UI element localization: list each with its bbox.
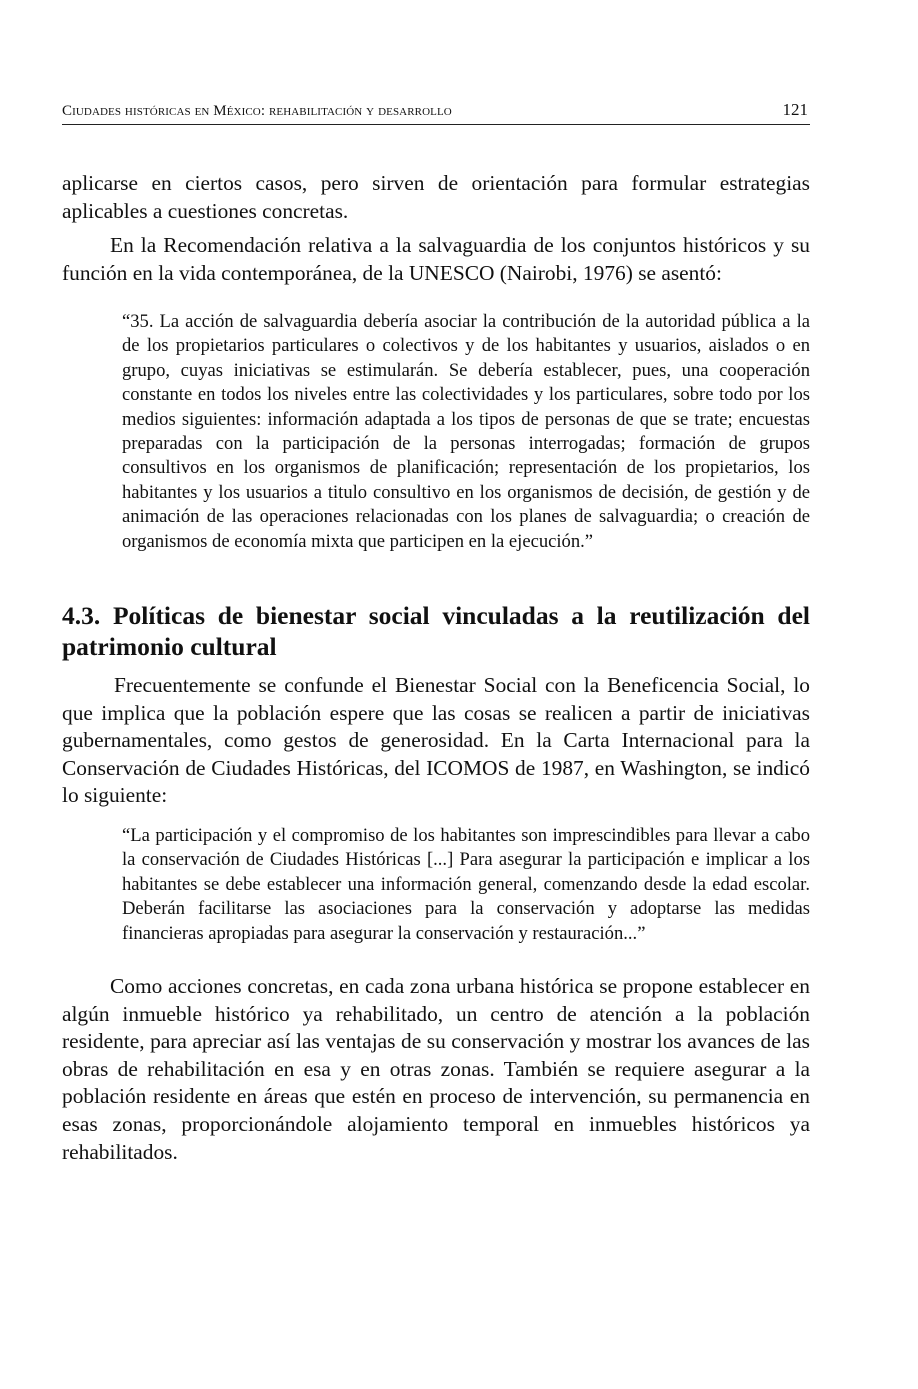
block-quote-unesco: “35. La acción de salvaguardia debería asociar la contribución de la autoridad pública a la de los propietarios particulares o colectivos y de los habitantes y usuarios, aislados o en grupo, cuyas iniciativas se estimularán. Se debería establecer, pues, una cooperación constante en todos los niveles entre las colectividades y los particulares, sobre todo por los medios siguientes: información adaptada a los tipos de personas de que se trate; encuestas preparadas con la participación de la personas interrogadas; formación de grupos consultivos en los organismos de planificación; representación de los propietarios, los habitantes y los usuarios a titulo consultivo en los organismos de decisión, de gestión y de animación de las operaciones relacionadas con los planes de salvaguardia; o creación de organismos de economía mixta que participen en la ejecución.” xyxy=(122,311,810,552)
running-header xyxy=(62,100,810,125)
section-heading-4-3: 4.3. Políticas de bienestar social vinculadas a la reutilización del patrimonio cultural xyxy=(62,601,810,661)
page-number: 121 xyxy=(782,100,808,119)
paragraph-bienestar-social: Frecuentemente se confunde el Bienestar Social con la Beneficencia Social, lo que implica que la población espere que las cosas se realicen a partir de iniciativas gubernamentales, como gestos de generosidad. En la Carta Internacional para la Conservación de Ciudades Históricas, del ICOMOS de 1987, en Washington, se indicó lo siguiente: xyxy=(62,673,810,808)
running-title: Ciudades históricas en México: rehabilitación y desarrollo xyxy=(62,103,452,119)
paragraph-unesco-intro: En la Recomendación relativa a la salvaguardia de los conjuntos históricos y su función en la vida contemporánea, de la UNESCO (Nairobi, 1976) se asentó: xyxy=(62,233,810,285)
paragraph-continuation: aplicarse en ciertos casos, pero sirven de orientación para formular estrategias aplicables a cuestiones concretas. xyxy=(62,171,810,223)
block-quote-icomos: “La participación y el compromiso de los habitantes son imprescindibles para llevar a cabo la conservación de Ciudades Históricas [...] Para asegurar la participación e implicar a los habitantes se debe establecer una información general, comenzando desde la edad escolar. Deberán facilitarse las asociaciones para la conservación y adoptarse las medidas financieras apropiadas para asegurar la conservación y restauración...” xyxy=(122,825,810,944)
paragraph-acciones-concretas: Como acciones concretas, en cada zona urbana histórica se propone establecer en algún inmueble histórico ya rehabilitado, un centro de atención a la población residente, para apreciar así las ventajas de su conservación y mostrar los avances de las obras de rehabilitación en esa y en otras zonas. También se requiere asegurar a la población residente en áreas que estén en proceso de intervención, su permanencia en esas zonas, proporcionándole alojamiento temporal en inmuebles históricos ya rehabilitados. xyxy=(62,974,810,1164)
